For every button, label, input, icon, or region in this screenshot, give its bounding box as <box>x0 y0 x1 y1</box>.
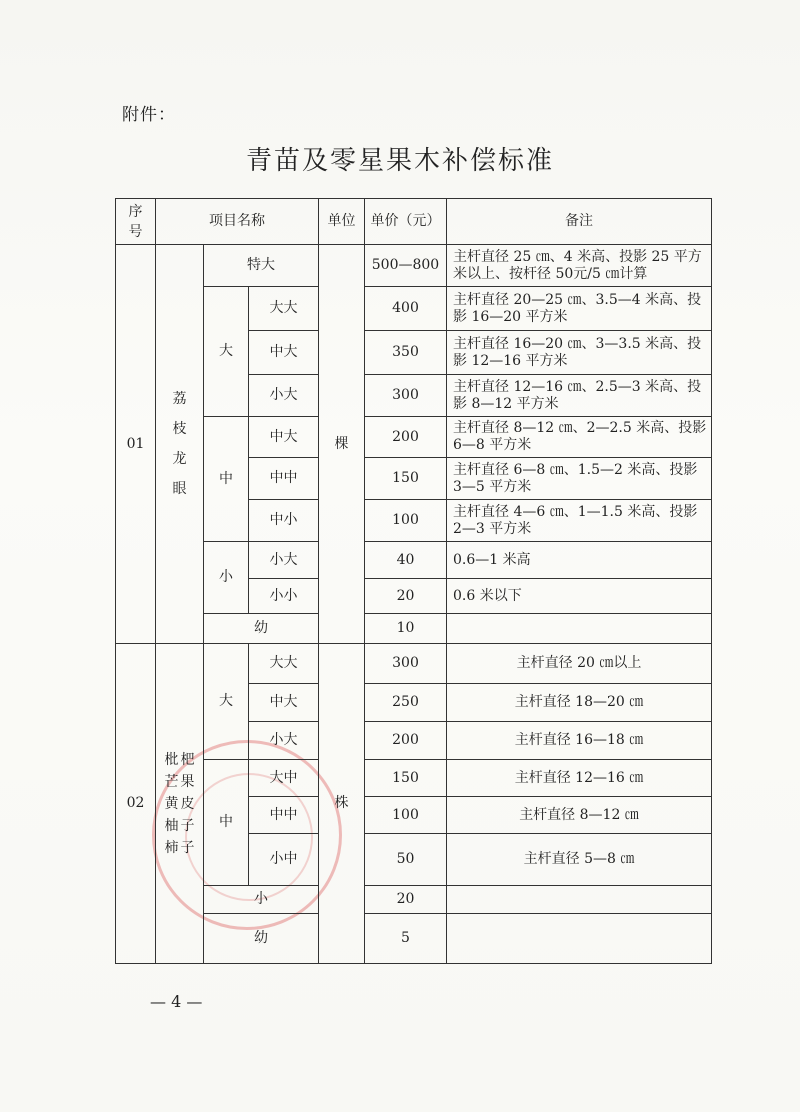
size-cell: 中 <box>204 760 249 886</box>
price-cell: 350 <box>365 331 447 375</box>
price-cell: 300 <box>365 644 447 684</box>
size-cell: 大 <box>204 644 249 760</box>
price-cell: 250 <box>365 684 447 722</box>
note-cell: 主杆直径 6—8 ㎝、1.5—2 米高、投影 3—5 平方米 <box>447 458 712 500</box>
group2-seq: 02 <box>116 644 156 964</box>
table-row <box>116 644 712 684</box>
sub-size-cell: 中大 <box>249 417 319 458</box>
sub-size-cell: 中中 <box>249 797 319 834</box>
sub-size-cell: 小大 <box>249 375 319 417</box>
size-cell: 幼 <box>204 914 319 964</box>
note-cell: 主杆直径 16—18 ㎝ <box>447 722 712 760</box>
price-cell: 200 <box>365 417 447 458</box>
table-row <box>116 542 712 579</box>
note-cell: 0.6—1 米高 <box>447 542 712 579</box>
note-cell: 主杆直径 18—20 ㎝ <box>447 684 712 722</box>
note-cell: 主杆直径 20 ㎝以上 <box>447 644 712 684</box>
price-cell: 100 <box>365 500 447 542</box>
note-cell <box>447 886 712 914</box>
price-cell: 150 <box>365 760 447 797</box>
price-cell: 20 <box>365 579 447 614</box>
size-cell: 幼 <box>204 614 319 644</box>
note-cell: 主杆直径 12—16 ㎝、2.5—3 米高、投影 8—12 平方米 <box>447 375 712 417</box>
header-note: 备注 <box>447 199 712 245</box>
price-cell: 150 <box>365 458 447 500</box>
table-row <box>116 614 712 644</box>
header-seq: 序号 <box>116 199 156 245</box>
sub-size-cell: 小小 <box>249 579 319 614</box>
sub-size-cell: 大大 <box>249 644 319 684</box>
table-row <box>116 914 712 964</box>
table-row <box>116 760 712 797</box>
size-cell: 小 <box>204 542 249 614</box>
note-cell <box>447 914 712 964</box>
group1-seq: 01 <box>116 245 156 644</box>
price-cell: 100 <box>365 797 447 834</box>
note-cell: 主杆直径 12—16 ㎝ <box>447 760 712 797</box>
sub-size-cell: 大中 <box>249 760 319 797</box>
note-cell: 主杆直径 4—6 ㎝、1—1.5 米高、投影 2—3 平方米 <box>447 500 712 542</box>
price-cell: 20 <box>365 886 447 914</box>
group1-names: 荔枝 龙眼 <box>156 245 204 644</box>
price-cell: 10 <box>365 614 447 644</box>
note-cell: 主杆直径 25 ㎝、4 米高、投影 25 平方米以上、按杆径 50元/5 ㎝计算 <box>447 245 712 287</box>
price-cell: 50 <box>365 834 447 886</box>
size-cell: 特大 <box>204 245 319 287</box>
attachment-label: 附件： <box>122 105 176 125</box>
header-unit: 单位 <box>319 199 365 245</box>
page-title: 青苗及零星果木补偿标准 <box>245 146 554 176</box>
note-cell: 主杆直径 16—20 ㎝、3—3.5 米高、投影 12—16 平方米 <box>447 331 712 375</box>
header-item: 项目名称 <box>156 199 319 245</box>
group1-unit: 棵 <box>319 245 365 644</box>
price-cell: 200 <box>365 722 447 760</box>
compensation-table <box>115 198 712 964</box>
size-cell: 中 <box>204 417 249 542</box>
note-cell: 主杆直径 5—8 ㎝ <box>447 834 712 886</box>
sub-size-cell: 小中 <box>249 834 319 886</box>
group2-names: 枇芒黄柚柿杷果皮子子 <box>156 644 204 964</box>
table-row <box>116 886 712 914</box>
table-row <box>116 245 712 287</box>
price-cell: 500—800 <box>365 245 447 287</box>
price-cell: 40 <box>365 542 447 579</box>
table-row <box>116 417 712 458</box>
sub-size-cell: 中大 <box>249 684 319 722</box>
size-cell: 大 <box>204 287 249 417</box>
group2-unit: 株 <box>319 644 365 964</box>
sub-size-cell: 小大 <box>249 542 319 579</box>
price-cell: 300 <box>365 375 447 417</box>
table-row <box>116 287 712 331</box>
note-cell <box>447 614 712 644</box>
note-cell: 主杆直径 8—12 ㎝ <box>447 797 712 834</box>
table-header-row <box>116 199 712 245</box>
note-cell: 0.6 米以下 <box>447 579 712 614</box>
sub-size-cell: 中小 <box>249 500 319 542</box>
sub-size-cell: 小大 <box>249 722 319 760</box>
sub-size-cell: 中大 <box>249 331 319 375</box>
price-cell: 5 <box>365 914 447 964</box>
size-cell: 小 <box>204 886 319 914</box>
note-cell: 主杆直径 20—25 ㎝、3.5—4 米高、投影 16—20 平方米 <box>447 287 712 331</box>
page-number: — 4 — <box>150 992 203 1011</box>
header-price: 单价（元） <box>365 199 447 245</box>
price-cell: 400 <box>365 287 447 331</box>
sub-size-cell: 大大 <box>249 287 319 331</box>
sub-size-cell: 中中 <box>249 458 319 500</box>
note-cell: 主杆直径 8—12 ㎝、2—2.5 米高、投影 6—8 平方米 <box>447 417 712 458</box>
